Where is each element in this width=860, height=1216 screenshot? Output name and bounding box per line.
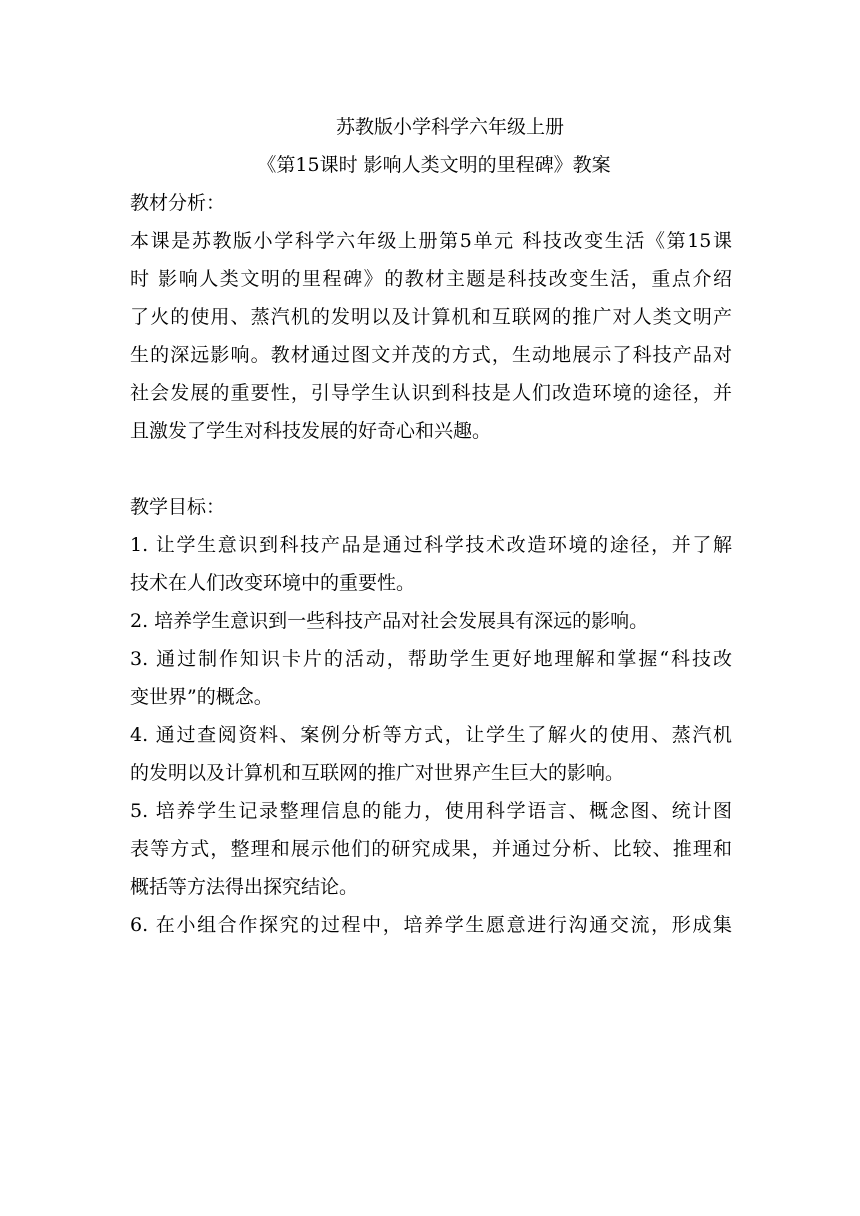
objectives-heading: 教学目标： <box>130 496 226 518</box>
objective-line: 表等方式，整理和展示他们的研究成果，并通过分析、比较、推理和 <box>130 838 732 860</box>
analysis-line: 社会发展的重要性，引导学生认识到科技是人们改造环境的途径，并 <box>130 382 732 404</box>
objective-line: 1. 让学生意识到科技产品是通过科学技术改造环境的途径，并了解 <box>130 534 732 556</box>
analysis-line: 了火的使用、蒸汽机的发明以及计算机和互联网的推广对人类文明产 <box>130 306 732 328</box>
objective-line: 4. 通过查阅资料、案例分析等方式，让学生了解火的使用、蒸汽机 <box>130 724 732 746</box>
objectives-list <box>130 526 732 944</box>
objective-line: 技术在人们改变环境中的重要性。 <box>130 572 416 594</box>
objective-item <box>130 906 732 944</box>
objective-line: 的发明以及计算机和互联网的推广对世界产生巨大的影响。 <box>130 762 625 784</box>
paragraph-spacer <box>130 450 732 488</box>
analysis-paragraph <box>130 222 732 450</box>
document-title: 苏教版小学科学六年级上册 <box>335 116 564 138</box>
objective-item <box>130 526 732 602</box>
analysis-heading: 教材分析： <box>130 192 226 214</box>
objective-line: 概括等方法得出探究结论。 <box>130 876 359 898</box>
objective-item <box>130 792 732 906</box>
objective-line: 2. 培养学生意识到一些科技产品对社会发展具有深远的影响。 <box>130 610 649 632</box>
objective-line: 6. 在小组合作探究的过程中，培养学生愿意进行沟通交流，形成集 <box>130 914 732 936</box>
document-content <box>130 108 732 944</box>
analysis-line: 本课是苏教版小学科学六年级上册第5单元 科技改变生活《第15课 <box>130 230 732 252</box>
objective-line: 5. 培养学生记录整理信息的能力，使用科学语言、概念图、统计图 <box>130 800 732 822</box>
objective-item <box>130 602 732 640</box>
analysis-line: 时 影响人类文明的里程碑》的教材主题是科技改变生活，重点介绍 <box>130 268 732 290</box>
analysis-line: 且激发了学生对科技发展的好奇心和兴趣。 <box>130 420 492 442</box>
objective-item <box>130 640 732 716</box>
objective-line: 变世界”的概念。 <box>130 686 273 708</box>
document-subtitle: 《第15课时 影响人类文明的里程碑》教案 <box>257 154 611 176</box>
objective-item <box>130 716 732 792</box>
analysis-line: 生的深远影响。教材通过图文并茂的方式，生动地展示了科技产品对 <box>130 344 732 366</box>
objective-line: 3. 通过制作知识卡片的活动，帮助学生更好地理解和掌握“科技改 <box>130 648 732 670</box>
